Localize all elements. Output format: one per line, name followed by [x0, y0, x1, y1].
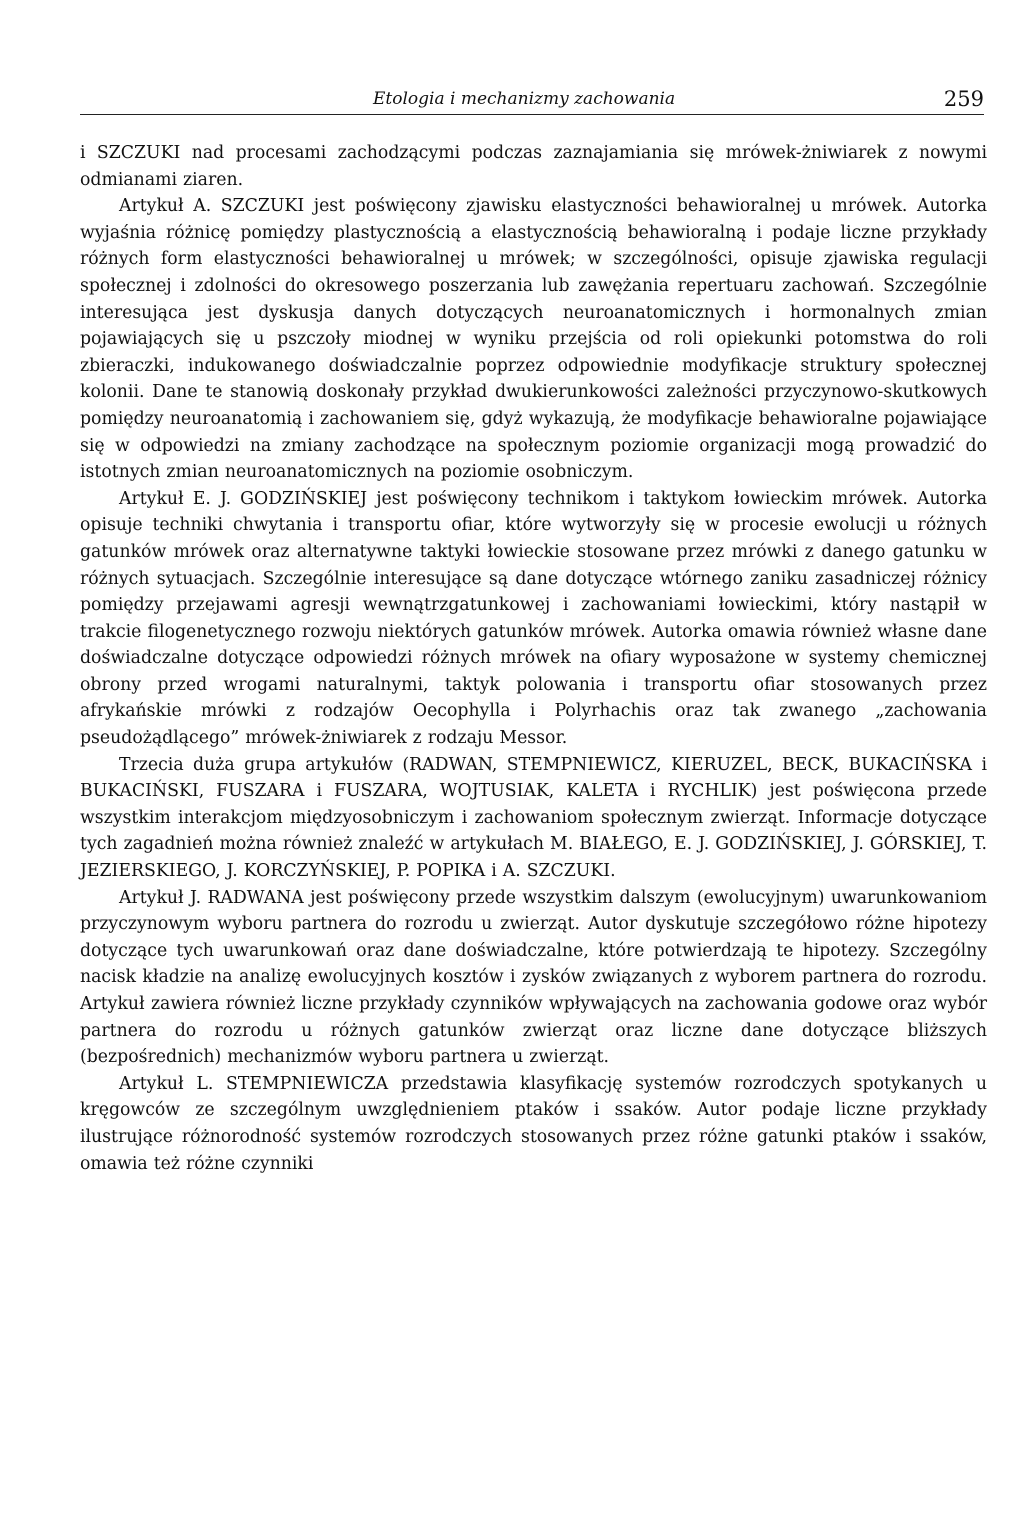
paragraph: Artykuł J. RADWANA jest poświęcony przede wszystkim dalszym (ewolucyjnym) uwarunkowaniom przyczynowym wyboru partnera do rozrodu u zwierząt. Autor dyskutuje szczegółowo różne hipotezy dotyczące tych uwarunkowań oraz dane doświadczalne, które potwierdzają te hipotezy. Szczególny nacisk kładzie na analizę ewolucyjnych kosztów i zysków związanych z wyborem partnera do rozrodu. Artykuł zawiera również liczne przykłady czynników wpływających na zachowania godowe oraz wybór partnera do rozrodu u różnych gatunków zwierząt oraz liczne dane dotyczące bliższych (bezpośrednich) mechanizmów wyboru partnera u zwierząt.: [80, 887, 987, 1068]
page-header: [80, 80, 984, 115]
body-text: [80, 140, 987, 1177]
paragraph: Artykuł E. J. GODZIŃSKIEJ jest poświęcony technikom i taktykom łowieckim mrówek. Autorka opisuje techniki chwytania i transportu ofiar, które wytworzyły się w procesie ewolucji u różnych gatunków mrówek oraz alternatywne taktyki łowieckie stosowane przez mrówki z danego gatunku w różnych sytuacjach. Szczególnie interesujące są dane dotyczące wtórnego zaniku zasadniczej różnicy pomiędzy przejawami agresji wewnątrzgatunkowej i zachowaniami łowieckimi, który nastąpił w trakcie filogenetycznego rozwoju niektórych gatunków mrówek. Autorka omawia również własne dane doświadczalne dotyczące odpowiedzi różnych mrówek na ofiary wyposażone w systemy chemicznej obrony przed wrogami naturalnymi, taktyk polowania i transportu ofiar stosowanych przez afrykańskie mrówki z rodzajów Oecophylla i Polyrhachis oraz tak zwanego „zachowania pseudożądlącego” mrówek-żniwiarek z rodzaju Messor.: [80, 488, 987, 749]
running-head: Etologia i mechanizmy zachowania: [373, 89, 676, 109]
paragraph: Artykuł A. SZCZUKI jest poświęcony zjawisku elastyczności behawioralnej u mrówek. Autorka wyjaśnia różnicę pomiędzy plastycznością a elastycznością behawioralną i podaje liczne przykłady różnych form elastyczności behawioralnej u mrówek; w szczególności, opisuje zjawiska regulacji społecznej i zdolności do okresowego poszerzania lub zawężania repertuaru zachowań. Szczególnie interesująca jest dyskusja danych dotyczących neuroanatomicznych i hormonalnych zmian pojawiających się u pszczoły miodnej w wyniku przejścia od roli opiekunki potomstwa do roli zbieraczki, indukowanego doświadczalnie poprzez odpowiednie modyfikacje struktury społecznej kolonii. Dane te stanowią doskonały przykład dwukierunkowości zależności przyczynowo-skutkowych pomiędzy neuroanatomią i zachowaniem się, gdyż wykazują, że modyfikacje behawioralne pojawiające się w odpowiedzi na zmiany zachodzące na społecznym poziomie organizacji mogą prowadzić do istotnych zmian neuroanatomicznych na poziomie osobniczym.: [80, 196, 987, 483]
paragraph: i SZCZUKI nad procesami zachodzącymi podczas zaznajamiania się mrówek-żniwiarek z nowymi odmianami ziaren.: [80, 143, 987, 190]
paragraph: Trzecia duża grupa artykułów (RADWAN, STEMPNIEWICZ, KIERUZEL, BECK, BUKACIŃSKA i BUKACIŃSKI, FUSZARA i FUSZARA, WOJTUSIAK, KALETA i RYCHLIK) jest poświęcona przede wszystkim interakcjom międzyosobniczym i zachowaniom społecznym zwierząt. Informacje dotyczące tych zagadnień można również znaleźć w artykułach M. BIAŁEGO, E. J. GODZIŃSKIEJ, J. GÓRSKIEJ, T. JEZIERSKIEGO, J. KORCZYŃSKIEJ, P. POPIKA i A. SZCZUKI.: [80, 754, 987, 882]
paragraph: Artykuł L. STEMPNIEWICZA przedstawia klasyfikację systemów rozrodczych spotykanych u kręgowców ze szczególnym uwzględnieniem ptaków i ssaków. Autor podaje liczne przykłady ilustrujące różnorodność systemów rozrodczych stosowanych przez różne gatunki ptaków i ssaków, omawia też różne czynniki: [80, 1073, 987, 1174]
page-number: 259: [943, 87, 984, 111]
